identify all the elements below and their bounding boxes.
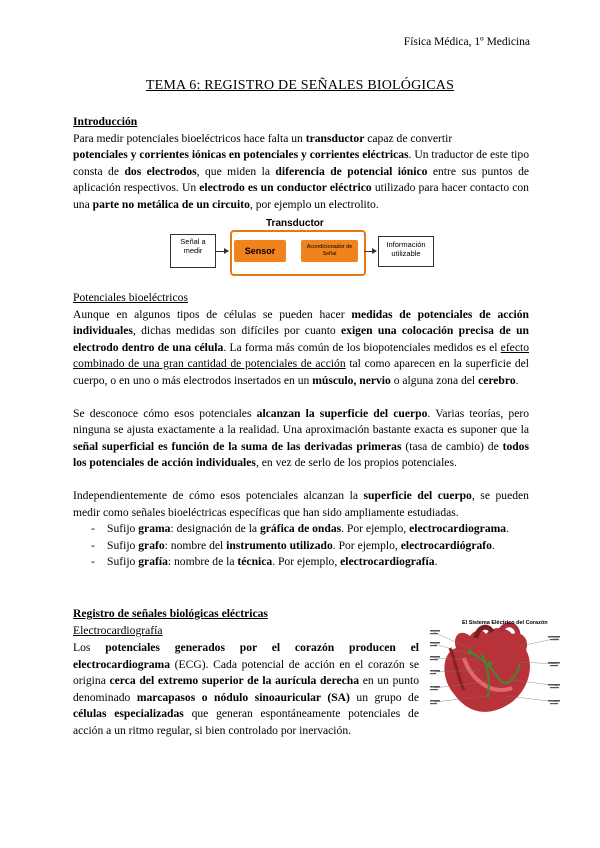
registro-heading: Registro de señales biológicas eléctricas xyxy=(73,607,268,620)
list-item: - Sufijo grama: designación de la gráfica de ondas. Por ejemplo, electrocardiograma. xyxy=(73,521,529,538)
list-item: - Sufijo grafo: nombre del instrumento utilizado. Por ejemplo, electrocardiógrafo. xyxy=(73,538,529,555)
suffix-list xyxy=(73,521,529,571)
sensor-box: Sensor xyxy=(234,240,286,262)
potentials-paragraph-3: Independientemente de cómo esos potenciales alcanzan la superficie del cuerpo, se pueden medir como señales bioeléctricas específicas que han sido ampliamente estudiadas. xyxy=(73,488,529,519)
potentials-heading: Potenciales bioeléctricos xyxy=(73,291,188,304)
diagram-title: Transductor xyxy=(266,218,324,229)
ecg-paragraph: Los potenciales generados por el corazón producen el electrocardiograma (ECG). Cada potencial de acción en el corazón se origina cerca del extremo superior de la aurícula derecha en un punto denominado marcapasos o nódulo sinoauricular (SA) un grupo de células especializadas que generan espontáneamente potenciales de acción a un ritmo regular, si bien controlado por inervación. xyxy=(73,641,420,737)
intro-section xyxy=(73,114,529,214)
intro-paragraph: Para medir potenciales bioeléctricos hace falta un transductor capaz de convertir potenciales y corrientes iónicas en potenciales y corrientes eléctricas. Un traductor de este tipo consta de dos electrodos, que miden la diferencia de potencial iónico entre sus puntos de aplicación respectivos. Un electrodo es un conductor eléctrico utilizado para hacer contacto con una parte no metálica de un circuito, por ejemplo un electrolito. xyxy=(73,131,530,211)
arrow-icon xyxy=(216,251,228,252)
output-box: Información utilizable xyxy=(378,236,434,267)
conditioner-box: Acondicionador de Señal xyxy=(301,240,358,262)
potentials-paragraph-2: Se desconoce cómo esos potenciales alcanzan la superficie del cuerpo. Varias teorías, pero ninguna se ajusta exactamente a la realidad. Una aproximación bastante exacta es suponer que la señal superficial es función de la suma de las derivadas primeras (tasa de cambio) de todos los potenciales de acción individuales, en vez de serlo de los propios potenciales. xyxy=(73,406,529,470)
ecg-subheading: Electrocardiografía xyxy=(73,623,163,637)
plus-sign: + xyxy=(292,245,298,256)
potentials-section xyxy=(73,290,529,571)
list-item: - Sufijo grafía: nombre de la técnica. Por ejemplo, electrocardiografía. xyxy=(73,554,529,571)
transducer-diagram xyxy=(170,218,430,280)
heart-illustration xyxy=(430,618,560,722)
page-title: TEMA 6: REGISTRO DE SEÑALES BIOLÓGICAS xyxy=(145,78,455,93)
input-signal-box: Señal a medir xyxy=(170,234,216,268)
arrow-icon xyxy=(364,251,376,252)
heart-figure xyxy=(430,618,560,722)
figure-title: El Sistema Eléctrico del Corazón xyxy=(462,620,548,626)
page-header: Física Médica, 1º Medicina xyxy=(403,36,530,48)
potentials-paragraph-1: Aunque en algunos tipos de células se pueden hacer medidas de potenciales de acción individuales, dichas medidas son difíciles por cuanto exigen una colocación precisa de un electrodo dentro de una célula. La forma más común de los biopotenciales medidos es el efecto combinado de una gran cantidad de potenciales de acción tal como aparecen en la superficie del cuerpo, o en uno o más electrodos insertados en un músculo, nervio o alguna zona del cerebro. xyxy=(73,307,530,387)
intro-heading: Introducción xyxy=(73,115,138,128)
